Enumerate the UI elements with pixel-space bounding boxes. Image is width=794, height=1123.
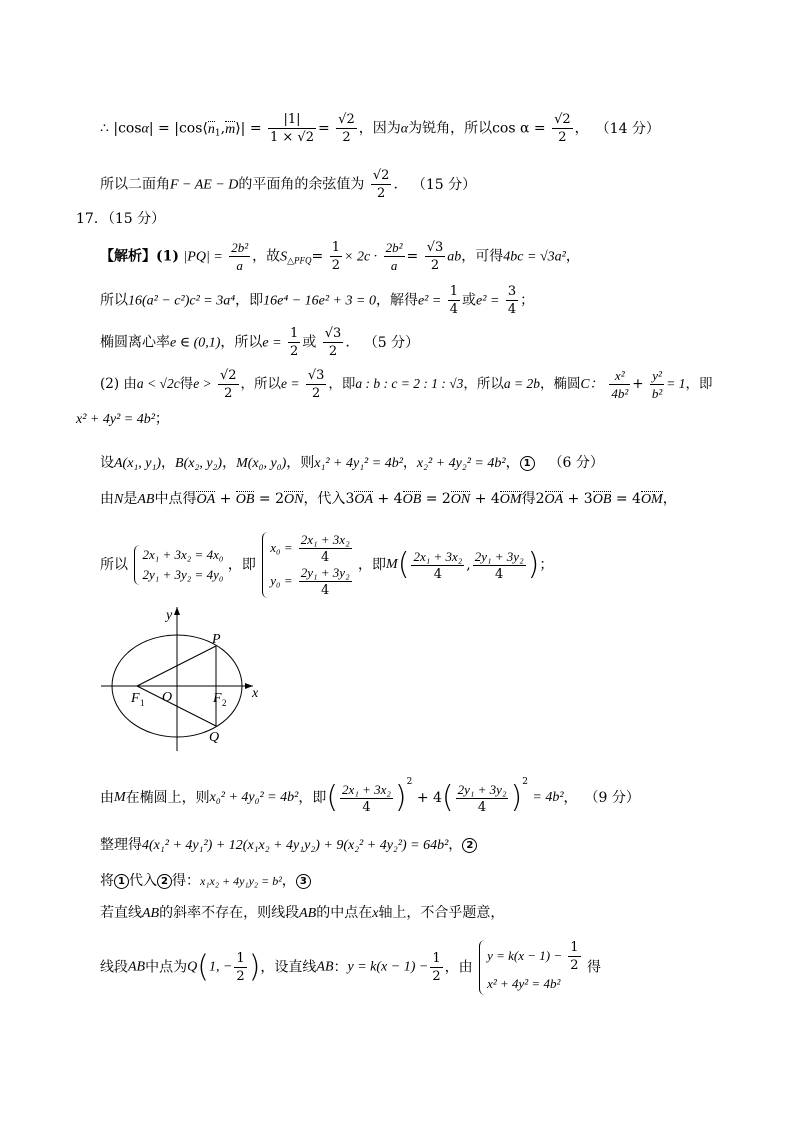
text: . (345, 334, 350, 351)
vector-n1: n (207, 121, 215, 137)
part2-line4 (100, 492, 677, 507)
math: x₂² + 4y₂² = 4b² (416, 456, 506, 471)
score-label: （6 分） (548, 455, 604, 471)
text: = (406, 248, 419, 265)
math: × 2c · (344, 249, 378, 265)
text: 线段 (100, 959, 128, 976)
fraction (552, 112, 573, 145)
text: 或 (302, 334, 317, 351)
text: ，即 (685, 376, 713, 392)
math: x (372, 906, 379, 921)
math: x₀ = (270, 540, 293, 555)
label-y: y (166, 608, 173, 623)
text: 得： (172, 873, 200, 889)
label-q: Q (209, 730, 220, 745)
denominator: 2 (311, 386, 321, 401)
text: + (632, 376, 644, 392)
text: ； (539, 557, 554, 573)
fraction (650, 368, 664, 401)
part2-line1 (100, 368, 712, 401)
fraction (268, 112, 316, 145)
text: = 2 (421, 491, 451, 507)
fraction (340, 782, 393, 815)
text: ，即 (227, 557, 256, 573)
fraction (330, 240, 342, 273)
numerator: 2b² (231, 240, 249, 255)
part2-line2 (76, 412, 169, 427)
numerator: √2 (372, 168, 390, 183)
numerator: |1| (268, 112, 316, 129)
text: = 2 (254, 491, 284, 507)
text: 得 (179, 376, 194, 392)
denominator: 4 (495, 566, 504, 582)
equation: 2y₁ + 3y₂ = 4y₀ (142, 567, 224, 582)
math: a : b : c = 2 : 1 : √3 (355, 376, 464, 391)
text: ∴ |cos (100, 120, 142, 137)
part1-line2 (100, 284, 534, 317)
denominator: 2 (570, 958, 579, 973)
text: ； (154, 411, 169, 427)
text: 得 (521, 491, 536, 507)
math: e² = (476, 293, 500, 309)
math: ab (447, 249, 462, 265)
vector: OB (402, 492, 422, 507)
denominator: 1 × √2 (270, 130, 314, 145)
equation: x² + 4y² = 4b² (487, 976, 561, 991)
fraction (288, 326, 300, 359)
vector: ON (283, 492, 304, 507)
fraction (384, 240, 405, 273)
denominator: 2 (290, 344, 299, 359)
denominator: 4b² (611, 386, 629, 401)
numerator: √3 (426, 240, 444, 255)
paren: ) (510, 780, 523, 815)
text: 整理得 (100, 837, 142, 853)
fraction (218, 368, 239, 401)
ellipse-figure (95, 605, 275, 757)
text: , (220, 120, 226, 137)
denominator: 4 (449, 302, 459, 317)
vector: OM (640, 492, 663, 507)
fraction (456, 782, 509, 815)
text: ，故 (252, 248, 281, 265)
denominator: 2 (430, 258, 440, 273)
text: ，则 (286, 455, 315, 471)
math: AB (142, 906, 160, 921)
math: = 4b² (532, 790, 564, 805)
numerator: 1 (449, 284, 459, 299)
math: x₁x₂ + 4y₁y₂ = b² (200, 874, 282, 888)
math: A(x₁, y₁) (114, 456, 162, 471)
numerator: 2y₁ + 3y₂ (457, 781, 507, 797)
denominator: 4 (507, 302, 517, 317)
numerator: √3 (324, 326, 342, 341)
math: y = k(x − 1) − (487, 948, 563, 963)
circled-number: 1 (114, 874, 129, 889)
text: 的斜率不存在，则线段 (159, 905, 300, 921)
text: ， (565, 248, 580, 265)
math: 4bc = √3a² (503, 249, 566, 265)
text: 若直线 (100, 905, 142, 921)
denominator: 2 (432, 969, 441, 984)
analysis-tag: 【解析】(1) (100, 248, 179, 265)
text: 中点为 (145, 959, 188, 976)
fraction (229, 240, 250, 273)
text: = (317, 120, 330, 137)
text: 为锐角，所以 (408, 120, 493, 137)
numerator: 2x₁ + 3x₂ (342, 781, 391, 797)
text: ： (333, 959, 348, 976)
part1-line1 (100, 240, 580, 273)
math: e = (281, 376, 300, 391)
text: + 4 (416, 790, 442, 806)
numerator: 1 (331, 240, 341, 255)
fraction (371, 168, 392, 201)
numerator: x² (609, 368, 630, 385)
text: 在椭圆上，则 (125, 790, 210, 806)
text: 代入 (129, 873, 157, 889)
part2-line6 (100, 778, 640, 815)
text: ； (520, 292, 535, 309)
denominator: 4 (321, 550, 330, 565)
numerator: 2x₁ + 3x₂ (300, 532, 350, 547)
math: 1, − (208, 959, 233, 975)
part1-line3 (100, 326, 419, 359)
question-number (76, 212, 165, 226)
numerator: √2 (219, 368, 237, 383)
math: x₁² + 4y₁² = 4b² (314, 456, 403, 471)
circled-number: 1 (520, 456, 535, 471)
text: + 4 (470, 491, 500, 507)
alpha: α (400, 121, 409, 137)
denominator: 2 (224, 386, 233, 401)
text: ，可得 (461, 248, 504, 265)
text: (2) 由 (100, 376, 137, 392)
math: e ∈ (0,1) (170, 335, 221, 351)
text: 由 (100, 491, 114, 507)
math: AB (128, 959, 146, 975)
fraction (473, 549, 526, 582)
fraction (609, 368, 630, 401)
subscript: △PFQ (287, 255, 312, 266)
equation-system (132, 545, 223, 585)
numerator: 1 (236, 951, 245, 966)
score-label: （5 分） (363, 334, 420, 351)
denominator: 2 (331, 258, 341, 273)
text: ， (505, 455, 520, 471)
denominator: 4 (477, 799, 487, 815)
text: 将 (100, 873, 114, 889)
denominator: 4 (433, 566, 442, 582)
text: 2 (535, 491, 545, 507)
exponent: 2 (406, 777, 413, 787)
text: 所以 (100, 557, 128, 573)
label-o: O (162, 690, 173, 705)
text: ， (402, 455, 417, 471)
numerator: √2 (554, 112, 571, 127)
vector: OM (499, 492, 522, 507)
text: ， (563, 790, 578, 806)
denominator: 2 (377, 186, 386, 201)
fraction (299, 565, 352, 598)
question-17-label: 17．（15 分） (76, 211, 166, 227)
paren: ( (441, 780, 454, 815)
label-p: P (212, 632, 221, 647)
denominator: 2 (342, 130, 351, 145)
text: ， (662, 491, 677, 507)
math: C： (580, 376, 604, 391)
label-f1: F (131, 691, 140, 706)
text: ，所以 (240, 376, 282, 392)
exponent: 2 (522, 777, 528, 787)
text: + 4 (373, 491, 403, 507)
text: ， (161, 455, 176, 471)
denominator: a (390, 258, 398, 273)
text: ，解得 (375, 292, 418, 309)
text: = (311, 248, 324, 265)
text: 或 (462, 292, 477, 309)
fraction (430, 951, 442, 984)
numerator: 1 (290, 326, 299, 341)
text: 设 (100, 455, 114, 471)
numerator: 1 (570, 940, 579, 955)
text: ，即 (358, 557, 387, 573)
text: 3 (345, 491, 355, 507)
cos-alpha: cos α = (492, 120, 546, 137)
score-label: （14 分） (602, 120, 660, 137)
text: 是 (123, 491, 138, 507)
fraction (568, 940, 580, 973)
cos-alpha-line (100, 112, 660, 145)
math: AB (137, 492, 155, 507)
numerator: 2x₁ + 3x₂ (413, 548, 463, 564)
math: B(x₂, y₂) (175, 456, 223, 471)
y-axis-arrow (174, 607, 180, 615)
fraction (411, 549, 464, 582)
text: ，由 (444, 959, 473, 976)
fraction (306, 368, 327, 401)
dihedral-angle-line (100, 168, 476, 201)
text: ，代入 (303, 491, 346, 507)
text: 中点得 (154, 491, 197, 507)
numerator: 2b² (385, 240, 403, 255)
math: e² = (417, 293, 442, 309)
math: AB (299, 906, 317, 921)
denominator: 2 (558, 130, 567, 145)
part2-line9 (100, 906, 504, 921)
fraction (323, 326, 344, 359)
label-f2-sub: 2 (222, 698, 227, 708)
circled-number: 2 (157, 874, 172, 889)
text: 由 (100, 790, 114, 806)
equation: 2x₁ + 3x₂ = 4x₀ (142, 547, 224, 562)
math: 16(a² − c²)c² = 3a⁴ (128, 293, 236, 309)
numerator: 2y₁ + 3y₂ (300, 565, 350, 580)
paren: ( (326, 780, 339, 815)
fraction (336, 112, 357, 145)
text: 的平面角的余弦值为 (238, 176, 365, 193)
text: , (466, 557, 471, 573)
text: | = |cos⟨ (148, 120, 208, 137)
denominator: 4 (362, 799, 371, 815)
text: ⟩| = (235, 120, 262, 137)
paren: ) (527, 547, 540, 582)
part2-line8 (100, 874, 311, 889)
text: ，所以 (463, 376, 504, 392)
text: ， (281, 873, 296, 889)
denominator: 2 (236, 969, 245, 984)
fraction (448, 284, 460, 317)
equation-system (477, 940, 582, 995)
vector: OB (592, 492, 612, 507)
denominator: b² (651, 386, 663, 401)
fraction (506, 284, 518, 317)
part2-line3 (100, 456, 604, 471)
math: e > (193, 376, 212, 391)
math: 16e⁴ − 16e² + 3 = 0 (263, 293, 376, 309)
fraction (299, 532, 352, 565)
text: 所以二面角 (100, 176, 170, 193)
text: . (393, 176, 398, 193)
fraction (234, 951, 246, 984)
fraction (425, 240, 446, 273)
paren: ( (397, 547, 410, 582)
text: ， (448, 837, 463, 853)
denominator: 4 (321, 583, 330, 598)
numerator: 2y₁ + 3y₂ (474, 548, 524, 564)
math: e = (262, 335, 282, 351)
numerator: √3 (307, 368, 325, 383)
vector: OA (196, 492, 216, 507)
circled-number: 3 (296, 874, 311, 889)
equation-system (260, 532, 353, 598)
score-label: （15 分） (411, 176, 477, 193)
numerator: y² (650, 368, 664, 385)
numerator: 1 (432, 951, 441, 966)
text: 椭圆离心率 (100, 334, 170, 351)
math: M (386, 557, 398, 572)
paren: ) (394, 780, 407, 815)
vector: OA (544, 492, 564, 507)
math: a = 2b (503, 376, 540, 391)
math: M(x₀, y₀) (236, 456, 287, 471)
denominator: 2 (328, 344, 338, 359)
paren: ( (197, 949, 209, 985)
math: x₀² + 4y₀² = 4b² (209, 790, 299, 805)
label-f1-sub: 1 (140, 698, 145, 708)
vector-m: m (225, 121, 236, 137)
numerator: √2 (338, 112, 355, 127)
math: |PQ| = (183, 249, 223, 265)
math: x² + 4y² = 4b² (76, 412, 155, 427)
math: a < √2c (136, 376, 180, 391)
vector: OA (354, 492, 374, 507)
paren: ) (248, 949, 261, 985)
numerator: 3 (507, 284, 517, 299)
math: M (114, 790, 126, 805)
text: ，即 (328, 376, 356, 392)
text: = 4 (611, 491, 641, 507)
text: ，即 (298, 790, 327, 806)
text: ，因为 (358, 120, 401, 137)
math: = 1 (666, 376, 686, 391)
text: + (215, 491, 236, 507)
text: ，即 (235, 292, 264, 309)
text: + 3 (563, 491, 593, 507)
alpha: α (141, 121, 149, 137)
math: N (114, 492, 124, 507)
text: ，椭圆 (540, 376, 581, 392)
text: 的中点在 (316, 905, 373, 921)
math: S (280, 249, 288, 265)
text: ，设直线 (260, 959, 317, 976)
part2-line10 (100, 940, 601, 995)
part2-line7 (100, 838, 477, 853)
vector: ON (450, 492, 471, 507)
label-f2: F (213, 691, 222, 706)
math: y = k(x − 1) − (347, 959, 429, 975)
denominator: a (236, 258, 243, 273)
angle-name: F − AE − D (170, 177, 239, 193)
subscript: 1 (214, 128, 221, 139)
vector: OB (235, 492, 255, 507)
text: ， (574, 120, 589, 137)
math: Q (187, 959, 198, 975)
score-label: （9 分） (591, 790, 640, 806)
text: 轴上，不合乎题意， (378, 905, 505, 921)
text: 得 (586, 959, 601, 976)
math: AB (316, 959, 334, 975)
text: 所以 (100, 292, 128, 309)
part2-line5 (100, 532, 553, 598)
text: ，所以 (220, 334, 263, 351)
label-x: x (252, 686, 259, 701)
math: y₀ = (270, 573, 293, 588)
circled-number: 2 (462, 838, 477, 853)
math: 4(x₁² + 4y₁²) + 12(x₁x₂ + 4y₁y₂) + 9(x₂² + 4y₂²) = 64b² (142, 838, 449, 853)
text: ， (222, 455, 237, 471)
